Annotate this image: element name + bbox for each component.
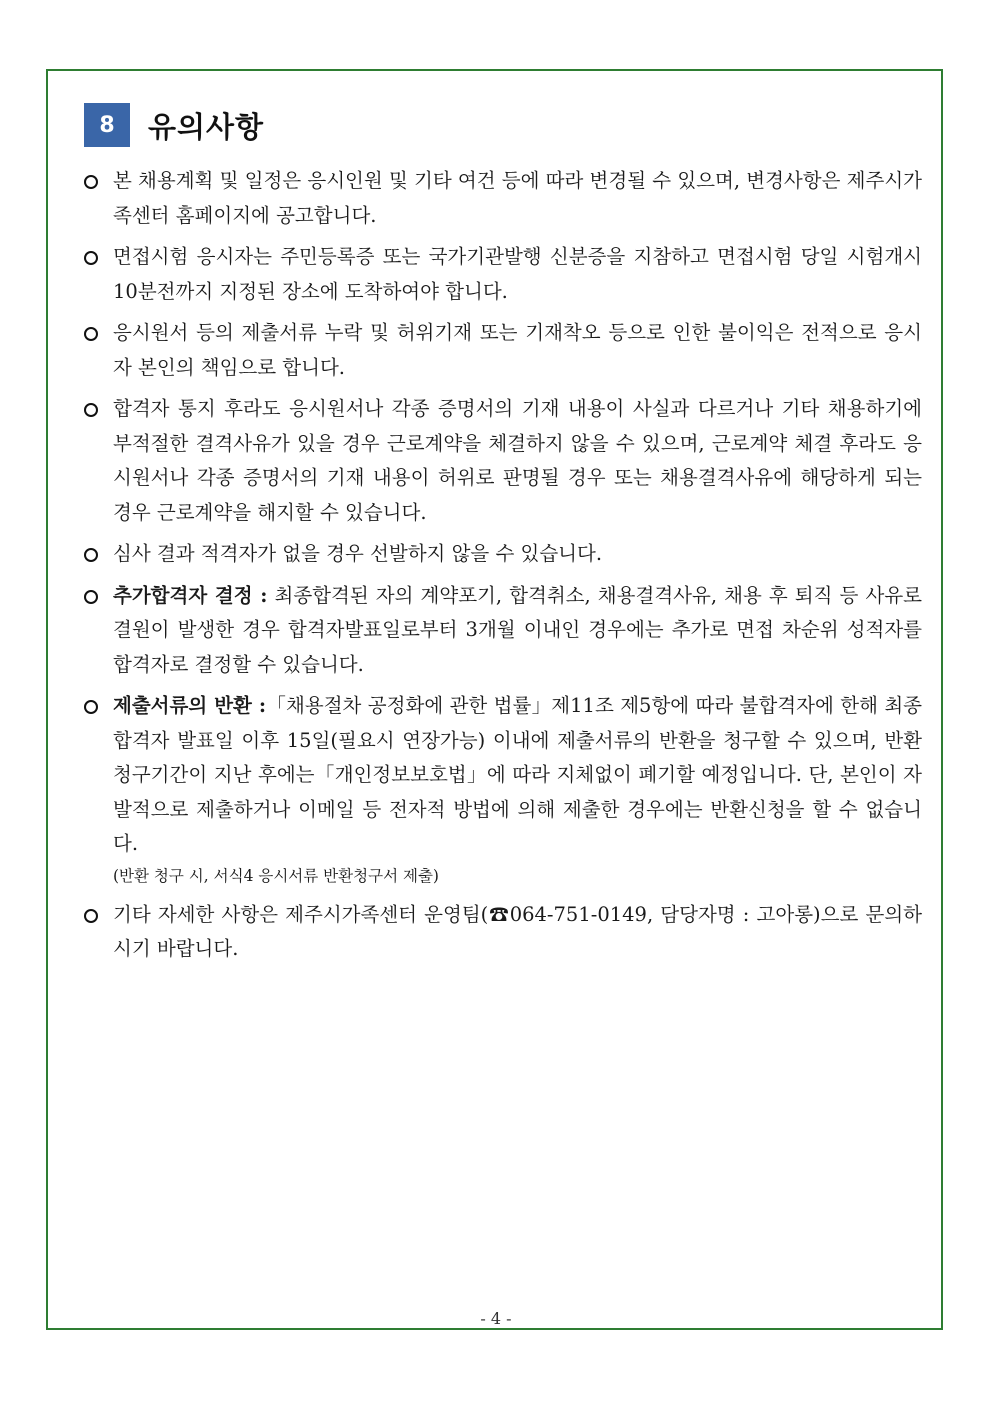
notice-text: 응시원서 등의 제출서류 누락 및 허위기재 또는 기재착오 등으로 인한 불이익은 전적으로 응시자 본인의 책임으로 합니다. <box>113 321 922 379</box>
notice-footnote: (반환 청구 시, 서식4 응시서류 반환청구서 제출) <box>113 866 439 885</box>
circle-bullet-icon <box>84 548 98 562</box>
section-title: 유의사항 <box>148 109 265 144</box>
notice-text: 합격자 통지 후라도 응시원서나 각종 증명서의 기재 내용이 사실과 다르거나 기타 채용하기에 부적절한 결격사유가 있을 경우 근로계약을 체결하지 않을 수 있으며, 근로계약 체결 후라도 응시원서나 각종 증명서의 기재 내용이 허위로 판명될 경우 또는 채용결격사유에 해당하게 되는 경우 근로계약을 해지할 수 있습니다. <box>113 397 922 524</box>
notice-text: 최종합격된 자의 계약포기, 합격취소, 채용결격사유, 채용 후 퇴직 등 사유로 결원이 발생한 경우 합격자발표일로부터 3개월 이내인 경우에는 추가로 면접 차순위 성적자를 합격자로 결정할 수 있습니다. <box>113 583 922 676</box>
circle-bullet-icon <box>84 700 98 714</box>
notice-text: 기타 자세한 사항은 제주시가족센터 운영팀(☎064-751-0149, 담당자명 : 고아롱)으로 문의하시기 바랍니다. <box>113 902 922 960</box>
notice-text: 본 채용계획 및 일정은 응시인원 및 기타 여건 등에 따라 변경될 수 있으며, 변경사항은 제주시가족센터 홈페이지에 공고합니다. <box>113 169 922 227</box>
notice-item-schedule-change <box>84 164 922 233</box>
section-header <box>84 103 264 147</box>
notice-text: 「채용절차 공정화에 관한 법률」제11조 제5항에 따라 불합격자에 한해 최종합격자 발표일 이후 15일(필요시 연장가능) 이내에 제출서류의 반환을 청구할 수 있으며, 반환청구기간이 지난 후에는「개인정보보호법」에 따라 지체없이 폐기할 예정입니다. 단, 본인이 자발적으로 제출하거나 이메일 등 전자적 방법에 의해 제출한 경우에는 반환신청을 할 수 없습니다. <box>113 694 923 855</box>
notice-item-no-qualified <box>84 537 922 572</box>
notice-list <box>84 164 922 974</box>
notice-item-document-errors <box>84 316 922 385</box>
notice-text: 심사 결과 적격자가 없을 경우 선발하지 않을 수 있습니다. <box>113 542 603 565</box>
notice-text: 면접시험 응시자는 주민등록증 또는 국가기관발행 신분증을 지참하고 면접시험 당일 시험개시 10분전까지 지정된 장소에 도착하여야 합니다. <box>113 245 922 303</box>
page-number: - 4 - <box>480 1309 512 1328</box>
notice-item-additional-pass <box>84 579 922 683</box>
section-number-badge: 8 <box>84 103 130 147</box>
circle-bullet-icon <box>84 175 98 189</box>
circle-bullet-icon <box>84 327 98 341</box>
notice-item-document-return <box>84 689 922 891</box>
notice-item-interview-id <box>84 240 922 309</box>
notice-item-contact <box>84 898 922 967</box>
circle-bullet-icon <box>84 403 98 417</box>
circle-bullet-icon <box>84 909 98 923</box>
notice-heading: 제출서류의 반환 : <box>113 694 267 717</box>
notice-item-disqualification <box>84 392 922 530</box>
circle-bullet-icon <box>84 251 98 265</box>
notice-heading: 추가합격자 결정 : <box>113 583 268 607</box>
circle-bullet-icon <box>84 590 98 604</box>
